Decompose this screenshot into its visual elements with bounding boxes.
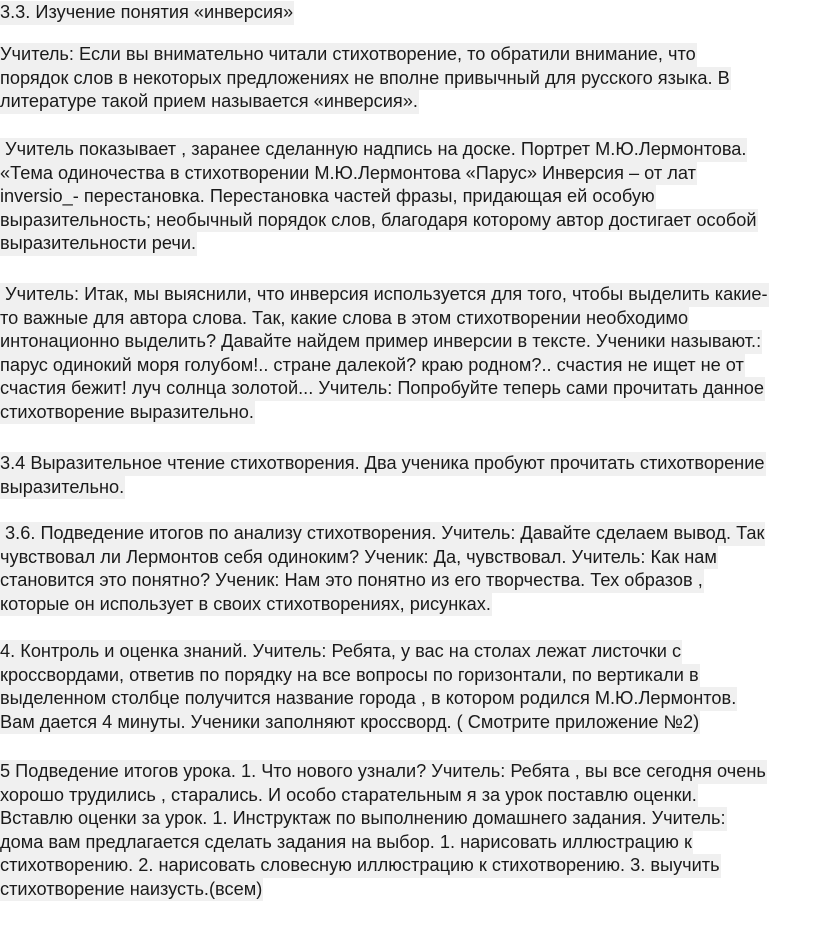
text-line: 4. Контроль и оценка знаний. Учитель: Ребята, у вас на столах лежат листочки с: [0, 640, 682, 664]
heading-line: 3.3. Изучение понятия «инверсия»: [0, 1, 294, 25]
text-line: 5 Подведение итогов урока. 1. Что нового узнали? Учитель: Ребята , вы все сегодня очень: [0, 760, 767, 784]
text-line: становится это понятно? Ученик: Нам это понятно из его творчества. Тех образов ,: [0, 569, 704, 593]
text-line: кроссвордами, ответив по порядку на все вопросы по горизонтали, по вертикали в: [0, 664, 700, 688]
text-line: inversio_- перестановка. Перестановка частей фразы, придающая ей особую: [0, 185, 656, 209]
paragraph-expressive-reading: [0, 452, 766, 499]
section-heading: [0, 1, 294, 25]
text-line: выделенном столбце получится название города , в котором родился М.Ю.Лермонтов.: [0, 687, 737, 711]
text-line: Учитель: Итак, мы выяснили, что инверсия используется для того, чтобы выделить какие-: [0, 283, 769, 307]
text-line: Учитель показывает , заранее сделанную надпись на доске. Портрет М.Ю.Лермонтова.: [0, 138, 747, 162]
text-line: «Тема одиночества в стихотворении М.Ю.Лермонтова «Парус» Инверсия – от лат: [0, 162, 697, 186]
text-line: дома вам предлагается сделать задания на выбор. 1. нарисовать иллюстрацию к: [0, 831, 693, 855]
text-line: 3.4 Выразительное чтение стихотворения. Два ученика пробуют прочитать стихотворение: [0, 452, 766, 476]
paragraph-analysis-summary: [0, 522, 765, 616]
paragraph-inversion-intro: [0, 43, 731, 114]
text-line: 3.6. Подведение итогов по анализу стихотворения. Учитель: Давайте сделаем вывод. Так: [0, 522, 765, 546]
text-line: которые он использует в своих стихотворениях, рисунках.: [0, 593, 492, 617]
text-line: счастия бежит! луч солнца золотой... Учитель: Попробуйте теперь сами прочитать данное: [0, 377, 765, 401]
paragraph-inversion-examples: [0, 283, 769, 424]
text-line: стихотворение выразительно.: [0, 401, 255, 425]
text-line: выразительность; необычный порядок слов, благодаря которому автор достигает особой: [0, 209, 758, 233]
text-line: парус одинокий моря голубом!.. стране далекой? краю родном?.. счастия не ищет не от: [0, 354, 745, 378]
text-line: чувствовал ли Лермонтов себя одиноким? Ученик: Да, чувствовал. Учитель: Как нам: [0, 546, 718, 570]
text-line: хорошо трудились , старались. И особо старательным я за урок поставлю оценки.: [0, 784, 698, 808]
text-line: стихотворению. 2. нарисовать словесную иллюстрацию к стихотворению. 3. выучить: [0, 854, 721, 878]
text-line: то важные для автора слова. Так, какие слова в этом стихотворении необходимо: [0, 307, 689, 331]
text-line: стихотворение наизусть.(всем): [0, 878, 263, 902]
paragraph-lesson-summary: [0, 760, 767, 901]
text-line: Учитель: Если вы внимательно читали стихотворение, то обратили внимание, что: [0, 43, 697, 67]
paragraph-knowledge-control: [0, 640, 737, 734]
text-line: интонационно выделить? Давайте найдем пример инверсии в тексте. Ученики называют.:: [0, 330, 762, 354]
paragraph-board-definition: [0, 138, 758, 256]
text-line: литературе такой прием называется «инверсия».: [0, 90, 419, 114]
text-line: Вставлю оценки за урок. 1. Инструктаж по выполнению домашнего задания. Учитель:: [0, 807, 727, 831]
text-line: Вам дается 4 минуты. Ученики заполняют кроссворд. ( Смотрите приложение №2): [0, 711, 700, 735]
text-line: порядок слов в некоторых предложениях не вполне привычный для русского языка. В: [0, 67, 731, 91]
text-line: выразительно.: [0, 476, 125, 500]
text-line: выразительности речи.: [0, 232, 197, 256]
